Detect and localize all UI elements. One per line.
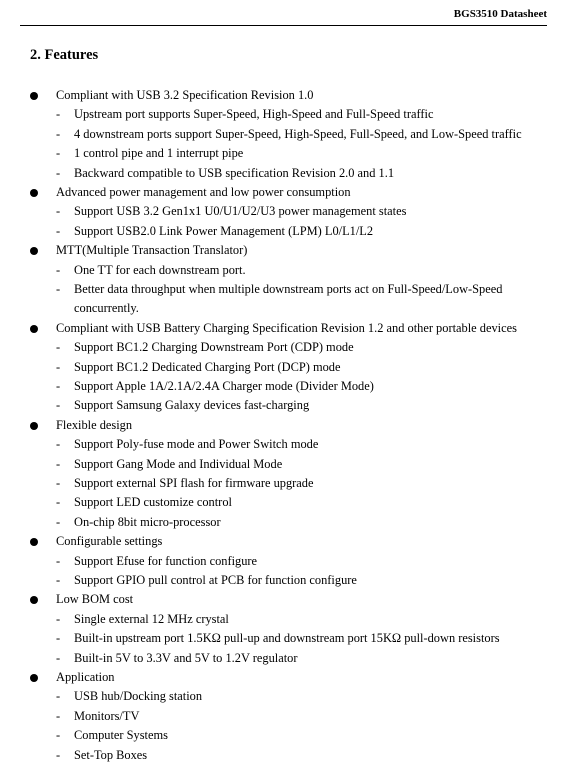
sub-feature-text: Support Efuse for function configure <box>74 553 258 568</box>
sub-feature-item <box>0 164 567 183</box>
sub-feature-text: 4 downstream ports support Super-Speed, High-Speed, Full-Speed, and Low-Speed traffic <box>74 126 522 141</box>
sub-feature-list <box>0 105 567 183</box>
sub-feature-text: One TT for each downstream port. <box>74 262 246 277</box>
feature-item <box>0 590 567 668</box>
feature-item <box>0 416 567 532</box>
sub-feature-item <box>0 125 567 144</box>
dash-bullet-icon: - <box>56 437 61 452</box>
bullet-dot-icon <box>30 189 38 197</box>
feature-text: Compliant with USB 3.2 Specification Revision 1.0 <box>56 88 314 102</box>
sub-feature-item <box>0 455 567 474</box>
feature-text: Configurable settings <box>56 534 163 549</box>
sub-feature-item <box>0 435 567 454</box>
dash-bullet-icon: - <box>56 223 61 238</box>
features-list <box>0 86 567 765</box>
dash-bullet-icon: - <box>56 398 61 413</box>
sub-feature-text: USB hub/Docking station <box>74 689 203 704</box>
dash-bullet-icon: - <box>56 747 61 762</box>
feature-item <box>0 183 567 241</box>
sub-feature-item <box>0 610 567 629</box>
feature-item <box>0 86 567 183</box>
feature-item <box>0 668 567 765</box>
sub-feature-text: Support external SPI flash for firmware upgrade <box>74 476 314 491</box>
dash-bullet-icon: - <box>56 573 61 588</box>
dash-bullet-icon: - <box>56 204 61 219</box>
sub-feature-list <box>0 552 567 591</box>
sub-feature-text: Support BC1.2 Charging Downstream Port (CDP) mode <box>74 340 354 355</box>
dash-bullet-icon: - <box>56 650 61 665</box>
sub-feature-item <box>0 513 567 532</box>
dash-bullet-icon: - <box>56 282 61 297</box>
sub-feature-item <box>0 746 567 765</box>
bullet-dot-icon <box>30 247 38 255</box>
sub-feature-item <box>0 474 567 493</box>
sub-feature-text: Backward compatible to USB specification Revision 2.0 and 1.1 <box>74 165 395 180</box>
sub-feature-list <box>0 435 567 532</box>
sub-feature-list <box>0 338 567 416</box>
sub-feature-text: Single external 12 MHz crystal <box>74 611 229 626</box>
sub-feature-text: Support Poly-fuse mode and Power Switch mode <box>74 437 319 452</box>
feature-text: Flexible design <box>56 417 133 432</box>
sub-feature-text: Upstream port supports Super-Speed, High-Speed and Full-Speed traffic <box>74 107 434 122</box>
sub-feature-text: Computer Systems <box>74 728 168 743</box>
sub-feature-text: Better data throughput when multiple downstream ports act on Full-Speed/Low-Speed concurrently. <box>74 282 503 316</box>
sub-feature-text: Monitors/TV <box>74 708 140 723</box>
feature-text: Compliant with USB Battery Charging Specification Revision 1.2 and other portable devices <box>56 320 517 335</box>
sub-feature-item <box>0 261 567 280</box>
feature-text: MTT(Multiple Transaction Translator) <box>56 243 248 258</box>
dash-bullet-icon: - <box>56 340 61 355</box>
bullet-dot-icon <box>30 538 38 546</box>
section-title: 2. Features <box>30 47 99 63</box>
sub-feature-item <box>0 105 567 124</box>
dash-bullet-icon: - <box>56 514 61 529</box>
sub-feature-text: 1 control pipe and 1 interrupt pipe <box>74 146 244 161</box>
feature-item <box>0 532 567 590</box>
dash-bullet-icon: - <box>56 689 61 704</box>
sub-feature-list <box>0 202 567 241</box>
feature-text: Application <box>56 670 115 685</box>
sub-feature-list <box>0 687 567 765</box>
sub-feature-item <box>0 707 567 726</box>
sub-feature-item <box>0 726 567 745</box>
feature-line <box>0 668 567 687</box>
bullet-dot-icon <box>30 596 38 604</box>
dash-bullet-icon: - <box>56 146 61 161</box>
feature-line <box>0 532 567 551</box>
bullet-dot-icon <box>30 674 38 682</box>
dash-bullet-icon: - <box>56 262 61 277</box>
bullet-dot-icon <box>30 422 38 430</box>
sub-feature-item <box>0 571 567 590</box>
sub-feature-item <box>0 202 567 221</box>
sub-feature-text: Support USB2.0 Link Power Management (LPM) L0/L1/L2 <box>74 223 374 238</box>
feature-text: Low BOM cost <box>56 592 134 607</box>
sub-feature-item <box>0 377 567 396</box>
sub-feature-item <box>0 358 567 377</box>
dash-bullet-icon: - <box>56 379 61 394</box>
sub-feature-text: Support LED customize control <box>74 495 232 510</box>
dash-bullet-icon: - <box>56 456 61 471</box>
dash-bullet-icon: - <box>56 165 61 180</box>
dash-bullet-icon: - <box>56 728 61 743</box>
feature-line <box>0 183 567 202</box>
feature-line <box>0 86 567 105</box>
sub-feature-text: Built-in upstream port 1.5KΩ pull-up and downstream port 15KΩ pull-down resistors <box>74 631 500 646</box>
sub-feature-item <box>0 649 567 668</box>
sub-feature-text: Support USB 3.2 Gen1x1 U0/U1/U2/U3 power management states <box>74 204 407 219</box>
sub-feature-item <box>0 552 567 571</box>
sub-feature-item <box>0 687 567 706</box>
sub-feature-item <box>0 144 567 163</box>
header-rule <box>20 25 547 26</box>
sub-feature-item <box>0 222 567 241</box>
sub-feature-text: Set-Top Boxes <box>74 747 148 762</box>
feature-item <box>0 319 567 416</box>
dash-bullet-icon: - <box>56 495 61 510</box>
feature-line <box>0 416 567 435</box>
sub-feature-text: Support GPIO pull control at PCB for function configure <box>74 573 357 588</box>
sub-feature-text: Support Samsung Galaxy devices fast-charging <box>74 398 310 413</box>
feature-line <box>0 241 567 260</box>
sub-feature-text: Support Gang Mode and Individual Mode <box>74 456 283 471</box>
dash-bullet-icon: - <box>56 476 61 491</box>
sub-feature-list <box>0 610 567 668</box>
sub-feature-item <box>0 338 567 357</box>
dash-bullet-icon: - <box>56 107 61 122</box>
sub-feature-text: Support BC1.2 Dedicated Charging Port (DCP) mode <box>74 359 341 374</box>
sub-feature-item <box>0 280 567 319</box>
sub-feature-item <box>0 493 567 512</box>
bullet-dot-icon <box>30 92 38 100</box>
sub-feature-text: On-chip 8bit micro-processor <box>74 514 221 529</box>
sub-feature-text: Built-in 5V to 3.3V and 5V to 1.2V regulator <box>74 650 298 665</box>
sub-feature-list <box>0 261 567 319</box>
sub-feature-item <box>0 396 567 415</box>
feature-line <box>0 590 567 609</box>
dash-bullet-icon: - <box>56 359 61 374</box>
bullet-dot-icon <box>30 325 38 333</box>
feature-text: Advanced power management and low power consumption <box>56 185 351 200</box>
dash-bullet-icon: - <box>56 553 61 568</box>
dash-bullet-icon: - <box>56 611 61 626</box>
sub-feature-text: Support Apple 1A/2.1A/2.4A Charger mode (Divider Mode) <box>74 379 374 394</box>
feature-item <box>0 241 567 319</box>
feature-line <box>0 319 567 338</box>
dash-bullet-icon: - <box>56 631 61 646</box>
sub-feature-item <box>0 629 567 648</box>
page-header-title: BGS3510 Datasheet <box>453 8 547 20</box>
dash-bullet-icon: - <box>56 126 61 141</box>
dash-bullet-icon: - <box>56 708 61 723</box>
